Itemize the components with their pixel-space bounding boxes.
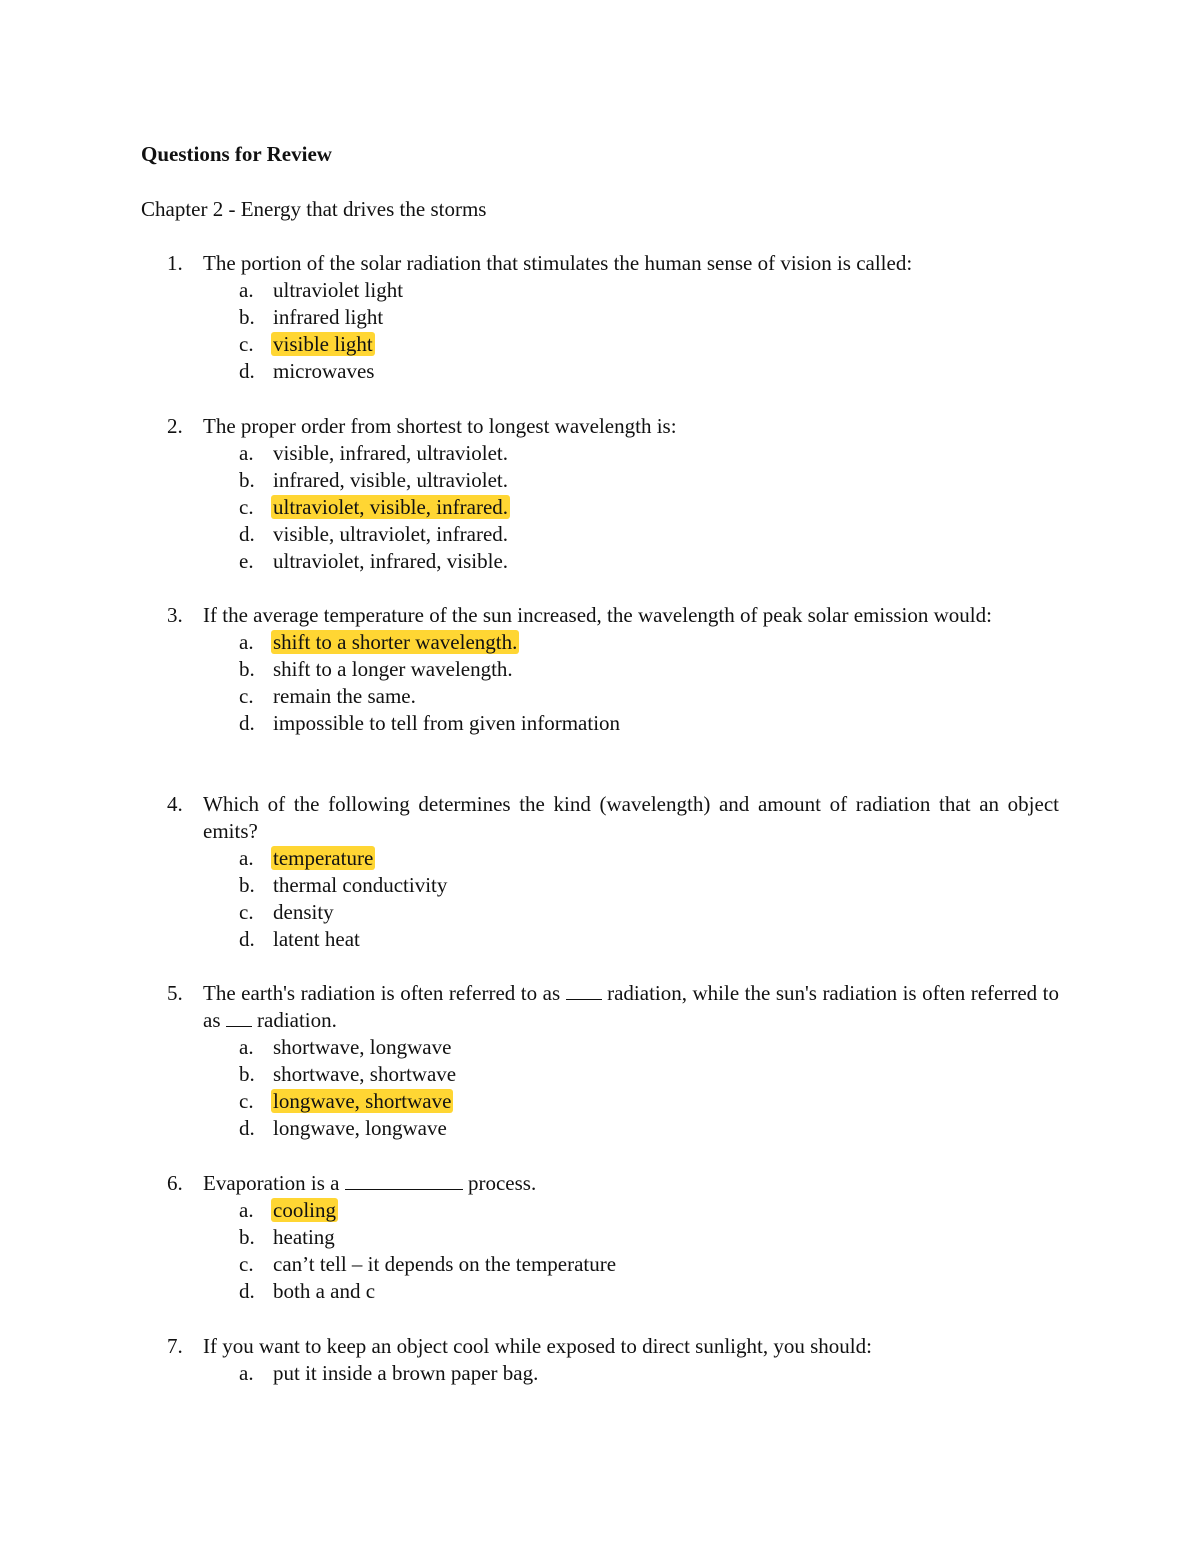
option-letter: a.	[239, 441, 254, 465]
option-text: longwave, shortwave	[273, 1089, 452, 1113]
option-d	[141, 1115, 1059, 1142]
option-letter: a.	[239, 630, 254, 654]
option-text: impossible to tell from given information	[273, 711, 621, 735]
question-7	[141, 1333, 1059, 1387]
option-text: microwaves	[273, 359, 375, 383]
question-stem	[141, 250, 1059, 277]
option-text: both a and c	[273, 1279, 376, 1303]
option-c	[141, 494, 1059, 521]
option-list	[141, 277, 1059, 385]
option-b	[141, 656, 1059, 683]
option-letter: c.	[239, 1252, 254, 1276]
option-text: longwave, longwave	[273, 1116, 447, 1140]
option-letter: d.	[239, 522, 255, 546]
option-a	[141, 440, 1059, 467]
option-b	[141, 1224, 1059, 1251]
question-2	[141, 413, 1059, 575]
question-stem	[141, 1170, 1059, 1197]
question-5	[141, 980, 1059, 1142]
question-6	[141, 1170, 1059, 1305]
option-text: infrared light	[273, 305, 384, 329]
option-d	[141, 1278, 1059, 1305]
question-stem	[141, 413, 1059, 440]
option-letter: a.	[239, 846, 254, 870]
option-d	[141, 926, 1059, 953]
option-list	[141, 1360, 1059, 1387]
option-text: visible light	[273, 332, 373, 356]
question-number: 4.	[167, 792, 183, 816]
answer-blank	[345, 1171, 463, 1190]
option-a	[141, 277, 1059, 304]
question-stem	[141, 791, 1059, 845]
answer-blank	[226, 1008, 252, 1027]
option-b	[141, 1061, 1059, 1088]
option-letter: a.	[239, 1198, 254, 1222]
option-c	[141, 683, 1059, 710]
question-stem	[141, 602, 1059, 629]
option-text: ultraviolet light	[273, 278, 404, 302]
option-b	[141, 872, 1059, 899]
option-list	[141, 845, 1059, 953]
question-text: If the average temperature of the sun increased, the wavelength of peak solar emission would:	[203, 603, 992, 627]
option-letter: d.	[239, 1279, 255, 1303]
option-a	[141, 845, 1059, 872]
question-text-part: radiation, while the sun's radiation is often referred to as	[203, 981, 1059, 1032]
question-number: 2.	[167, 414, 183, 438]
question-text-part: process.	[462, 1171, 537, 1195]
option-text: can’t tell – it depends on the temperature	[273, 1252, 617, 1276]
option-letter: c.	[239, 900, 254, 924]
question-number: 6.	[167, 1171, 183, 1195]
option-b	[141, 467, 1059, 494]
option-text: infrared, visible, ultraviolet.	[273, 468, 509, 492]
option-letter: b.	[239, 305, 255, 329]
option-text: ultraviolet, visible, infrared.	[273, 495, 509, 519]
option-text: shift to a longer wavelength.	[273, 657, 513, 681]
question-text: Which of the following determines the kind (wavelength) and amount of radiation that an object emits?	[203, 792, 1059, 843]
question-number: 1.	[167, 251, 183, 275]
question-text-part: Evaporation is a	[203, 1171, 345, 1195]
option-c	[141, 899, 1059, 926]
option-letter: d.	[239, 927, 255, 951]
option-text: latent heat	[273, 927, 360, 951]
option-list	[141, 1197, 1059, 1305]
option-c	[141, 331, 1059, 358]
option-c	[141, 1251, 1059, 1278]
option-d	[141, 710, 1059, 737]
option-letter: a.	[239, 1035, 254, 1059]
option-d	[141, 358, 1059, 385]
question-text-part: The earth's radiation is often referred to as	[203, 981, 566, 1005]
option-text: ultraviolet, infrared, visible.	[273, 549, 509, 573]
question-text: The portion of the solar radiation that stimulates the human sense of vision is called:	[203, 251, 913, 275]
option-letter: c.	[239, 684, 254, 708]
option-text: temperature	[273, 846, 374, 870]
question-text-part: radiation.	[251, 1008, 337, 1032]
option-a	[141, 1360, 1059, 1387]
question-stem	[141, 1333, 1059, 1360]
question-4	[141, 791, 1059, 953]
question-text: If you want to keep an object cool while exposed to direct sunlight, you should:	[203, 1334, 872, 1358]
option-list	[141, 629, 1059, 737]
question-stem	[141, 980, 1059, 1034]
option-c	[141, 1088, 1059, 1115]
option-list	[141, 440, 1059, 575]
option-text: shift to a shorter wavelength.	[273, 630, 518, 654]
chapter-heading: Chapter 2 - Energy that drives the storms	[141, 197, 487, 221]
question-number: 3.	[167, 603, 183, 627]
option-letter: b.	[239, 1062, 255, 1086]
option-letter: b.	[239, 657, 255, 681]
question-number: 7.	[167, 1334, 183, 1358]
option-text: shortwave, longwave	[273, 1035, 452, 1059]
question-text: The proper order from shortest to longest wavelength is:	[203, 414, 677, 438]
option-text: put it inside a brown paper bag.	[273, 1361, 539, 1385]
option-letter: a.	[239, 1361, 254, 1385]
option-letter: e.	[239, 549, 254, 573]
option-letter: b.	[239, 468, 255, 492]
option-text: density	[273, 900, 334, 924]
option-text: remain the same.	[273, 684, 416, 708]
option-letter: c.	[239, 495, 254, 519]
option-list	[141, 1034, 1059, 1142]
option-text: visible, ultraviolet, infrared.	[273, 522, 509, 546]
option-letter: c.	[239, 332, 254, 356]
option-letter: d.	[239, 711, 255, 735]
question-number: 5.	[167, 981, 183, 1005]
option-a	[141, 629, 1059, 656]
option-e	[141, 548, 1059, 575]
question-3	[141, 602, 1059, 737]
option-letter: c.	[239, 1089, 254, 1113]
option-letter: a.	[239, 278, 254, 302]
question-1	[141, 250, 1059, 385]
answer-blank	[566, 981, 602, 1000]
option-b	[141, 304, 1059, 331]
option-text: cooling	[273, 1198, 336, 1222]
option-text: shortwave, shortwave	[273, 1062, 457, 1086]
option-d	[141, 521, 1059, 548]
option-letter: b.	[239, 873, 255, 897]
option-letter: d.	[239, 359, 255, 383]
option-a	[141, 1034, 1059, 1061]
option-text: heating	[273, 1225, 335, 1249]
option-text: visible, infrared, ultraviolet.	[273, 441, 509, 465]
option-letter: b.	[239, 1225, 255, 1249]
option-letter: d.	[239, 1116, 255, 1140]
option-text: thermal conductivity	[273, 873, 448, 897]
document-title: Questions for Review	[141, 142, 332, 166]
option-a	[141, 1197, 1059, 1224]
